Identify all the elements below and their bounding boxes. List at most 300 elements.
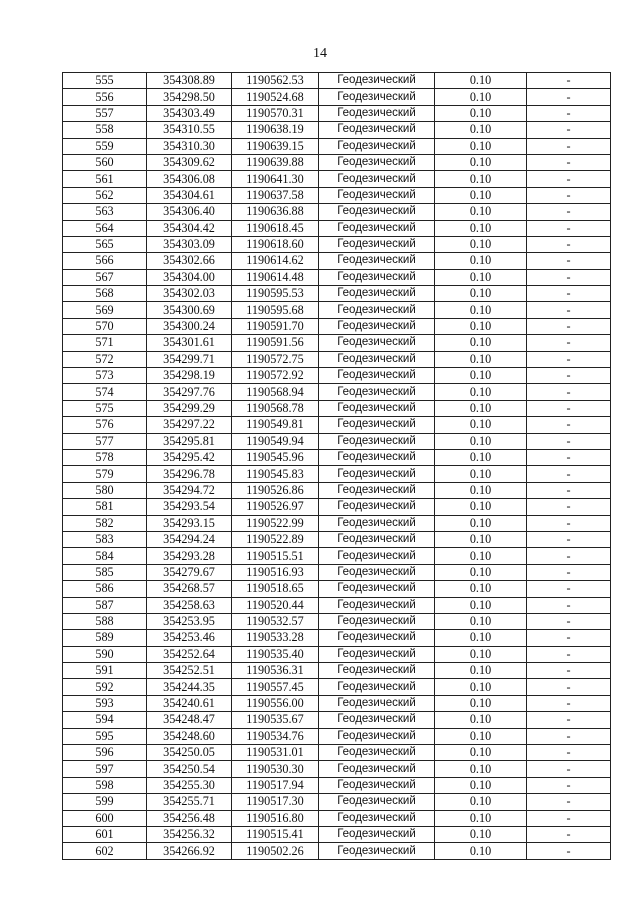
determination-method-cell: Геодезический <box>319 122 435 138</box>
table-row <box>63 745 611 761</box>
point-number-cell: 559 <box>63 138 147 154</box>
note-cell: - <box>527 613 611 629</box>
accuracy-cell: 0.10 <box>435 548 527 564</box>
determination-method-cell: Геодезический <box>319 368 435 384</box>
table-row <box>63 154 611 170</box>
coordinate-x-cell: 354303.09 <box>147 236 232 252</box>
coordinate-x-cell: 354297.22 <box>147 417 232 433</box>
determination-method-cell: Геодезический <box>319 171 435 187</box>
point-number-cell: 585 <box>63 564 147 580</box>
point-number-cell: 571 <box>63 335 147 351</box>
coordinate-x-cell: 354298.50 <box>147 89 232 105</box>
note-cell: - <box>527 335 611 351</box>
accuracy-cell: 0.10 <box>435 154 527 170</box>
coordinate-y-cell: 1190637.58 <box>232 187 319 203</box>
coordinate-x-cell: 354252.51 <box>147 663 232 679</box>
table-row <box>63 663 611 679</box>
coordinate-y-cell: 1190639.15 <box>232 138 319 154</box>
coordinate-y-cell: 1190526.86 <box>232 482 319 498</box>
determination-method-cell: Геодезический <box>319 449 435 465</box>
note-cell: - <box>527 794 611 810</box>
coordinate-x-cell: 354252.64 <box>147 646 232 662</box>
table-row <box>63 499 611 515</box>
table-row <box>63 384 611 400</box>
coordinate-y-cell: 1190572.75 <box>232 351 319 367</box>
determination-method-cell: Геодезический <box>319 843 435 859</box>
table-row <box>63 269 611 285</box>
note-cell: - <box>527 236 611 252</box>
coordinate-y-cell: 1190520.44 <box>232 597 319 613</box>
note-cell: - <box>527 204 611 220</box>
note-cell: - <box>527 368 611 384</box>
note-cell: - <box>527 761 611 777</box>
coordinate-x-cell: 354256.32 <box>147 826 232 842</box>
accuracy-cell: 0.10 <box>435 122 527 138</box>
point-number-cell: 572 <box>63 351 147 367</box>
coordinate-x-cell: 354310.30 <box>147 138 232 154</box>
table-row <box>63 482 611 498</box>
coordinate-y-cell: 1190636.88 <box>232 204 319 220</box>
table-row <box>63 679 611 695</box>
determination-method-cell: Геодезический <box>319 269 435 285</box>
determination-method-cell: Геодезический <box>319 384 435 400</box>
point-number-cell: 593 <box>63 695 147 711</box>
coordinate-y-cell: 1190570.31 <box>232 105 319 121</box>
table-row <box>63 187 611 203</box>
note-cell: - <box>527 679 611 695</box>
coordinate-y-cell: 1190502.26 <box>232 843 319 859</box>
accuracy-cell: 0.10 <box>435 679 527 695</box>
determination-method-cell: Геодезический <box>319 318 435 334</box>
determination-method-cell: Геодезический <box>319 236 435 252</box>
point-number-cell: 570 <box>63 318 147 334</box>
point-number-cell: 562 <box>63 187 147 203</box>
point-number-cell: 556 <box>63 89 147 105</box>
determination-method-cell: Геодезический <box>319 581 435 597</box>
coordinate-y-cell: 1190518.65 <box>232 581 319 597</box>
determination-method-cell: Геодезический <box>319 646 435 662</box>
table-row <box>63 826 611 842</box>
table-row <box>63 138 611 154</box>
determination-method-cell: Геодезический <box>319 105 435 121</box>
accuracy-cell: 0.10 <box>435 761 527 777</box>
coordinate-x-cell: 354250.54 <box>147 761 232 777</box>
coordinate-y-cell: 1190641.30 <box>232 171 319 187</box>
coordinate-y-cell: 1190517.94 <box>232 777 319 793</box>
table-row <box>63 810 611 826</box>
determination-method-cell: Геодезический <box>319 728 435 744</box>
determination-method-cell: Геодезический <box>319 548 435 564</box>
determination-method-cell: Геодезический <box>319 253 435 269</box>
table-row <box>63 777 611 793</box>
coordinate-y-cell: 1190557.45 <box>232 679 319 695</box>
table-row <box>63 400 611 416</box>
coordinate-y-cell: 1190545.83 <box>232 466 319 482</box>
table-row <box>63 712 611 728</box>
coordinate-y-cell: 1190614.62 <box>232 253 319 269</box>
coordinate-x-cell: 354248.47 <box>147 712 232 728</box>
note-cell: - <box>527 417 611 433</box>
determination-method-cell: Геодезический <box>319 400 435 416</box>
point-number-cell: 568 <box>63 286 147 302</box>
note-cell: - <box>527 712 611 728</box>
point-number-cell: 574 <box>63 384 147 400</box>
coordinate-y-cell: 1190639.88 <box>232 154 319 170</box>
coordinate-x-cell: 354293.54 <box>147 499 232 515</box>
note-cell: - <box>527 351 611 367</box>
note-cell: - <box>527 400 611 416</box>
accuracy-cell: 0.10 <box>435 433 527 449</box>
accuracy-cell: 0.10 <box>435 843 527 859</box>
note-cell: - <box>527 499 611 515</box>
accuracy-cell: 0.10 <box>435 564 527 580</box>
coordinate-y-cell: 1190568.94 <box>232 384 319 400</box>
table-row <box>63 646 611 662</box>
note-cell: - <box>527 548 611 564</box>
note-cell: - <box>527 564 611 580</box>
table-row <box>63 122 611 138</box>
coordinate-y-cell: 1190530.30 <box>232 761 319 777</box>
coordinate-x-cell: 354248.60 <box>147 728 232 744</box>
accuracy-cell: 0.10 <box>435 187 527 203</box>
coordinate-x-cell: 354266.92 <box>147 843 232 859</box>
note-cell: - <box>527 826 611 842</box>
note-cell: - <box>527 433 611 449</box>
table-row <box>63 597 611 613</box>
note-cell: - <box>527 154 611 170</box>
point-number-cell: 586 <box>63 581 147 597</box>
coordinates-table <box>62 72 611 860</box>
table-row <box>63 433 611 449</box>
determination-method-cell: Геодезический <box>319 613 435 629</box>
point-number-cell: 573 <box>63 368 147 384</box>
point-number-cell: 588 <box>63 613 147 629</box>
point-number-cell: 577 <box>63 433 147 449</box>
table-row <box>63 761 611 777</box>
note-cell: - <box>527 253 611 269</box>
determination-method-cell: Геодезический <box>319 597 435 613</box>
table-row <box>63 286 611 302</box>
note-cell: - <box>527 384 611 400</box>
accuracy-cell: 0.10 <box>435 794 527 810</box>
coordinate-y-cell: 1190524.68 <box>232 89 319 105</box>
accuracy-cell: 0.10 <box>435 220 527 236</box>
table-row <box>63 449 611 465</box>
point-number-cell: 560 <box>63 154 147 170</box>
accuracy-cell: 0.10 <box>435 482 527 498</box>
accuracy-cell: 0.10 <box>435 449 527 465</box>
determination-method-cell: Геодезический <box>319 679 435 695</box>
accuracy-cell: 0.10 <box>435 269 527 285</box>
point-number-cell: 557 <box>63 105 147 121</box>
accuracy-cell: 0.10 <box>435 171 527 187</box>
coordinate-x-cell: 354279.67 <box>147 564 232 580</box>
coordinate-y-cell: 1190532.57 <box>232 613 319 629</box>
coordinate-x-cell: 354268.57 <box>147 581 232 597</box>
determination-method-cell: Геодезический <box>319 630 435 646</box>
coordinate-y-cell: 1190515.41 <box>232 826 319 842</box>
coordinate-y-cell: 1190572.92 <box>232 368 319 384</box>
note-cell: - <box>527 646 611 662</box>
accuracy-cell: 0.10 <box>435 515 527 531</box>
point-number-cell: 558 <box>63 122 147 138</box>
accuracy-cell: 0.10 <box>435 728 527 744</box>
table-row <box>63 515 611 531</box>
accuracy-cell: 0.10 <box>435 777 527 793</box>
note-cell: - <box>527 482 611 498</box>
coordinate-y-cell: 1190531.01 <box>232 745 319 761</box>
point-number-cell: 592 <box>63 679 147 695</box>
table-row <box>63 581 611 597</box>
determination-method-cell: Геодезический <box>319 302 435 318</box>
point-number-cell: 602 <box>63 843 147 859</box>
point-number-cell: 576 <box>63 417 147 433</box>
point-number-cell: 579 <box>63 466 147 482</box>
determination-method-cell: Геодезический <box>319 138 435 154</box>
note-cell: - <box>527 777 611 793</box>
note-cell: - <box>527 286 611 302</box>
accuracy-cell: 0.10 <box>435 597 527 613</box>
point-number-cell: 597 <box>63 761 147 777</box>
coordinate-y-cell: 1190595.53 <box>232 286 319 302</box>
coordinate-x-cell: 354308.89 <box>147 73 232 89</box>
determination-method-cell: Геодезический <box>319 531 435 547</box>
determination-method-cell: Геодезический <box>319 73 435 89</box>
accuracy-cell: 0.10 <box>435 236 527 252</box>
coordinate-y-cell: 1190591.56 <box>232 335 319 351</box>
coordinate-y-cell: 1190618.60 <box>232 236 319 252</box>
determination-method-cell: Геодезический <box>319 154 435 170</box>
coordinate-x-cell: 354301.61 <box>147 335 232 351</box>
note-cell: - <box>527 843 611 859</box>
table-row <box>63 368 611 384</box>
coordinate-x-cell: 354309.62 <box>147 154 232 170</box>
coordinate-y-cell: 1190556.00 <box>232 695 319 711</box>
coordinate-x-cell: 354297.76 <box>147 384 232 400</box>
coordinate-y-cell: 1190515.51 <box>232 548 319 564</box>
note-cell: - <box>527 89 611 105</box>
coordinate-x-cell: 354299.71 <box>147 351 232 367</box>
determination-method-cell: Геодезический <box>319 204 435 220</box>
table-row <box>63 613 611 629</box>
note-cell: - <box>527 122 611 138</box>
accuracy-cell: 0.10 <box>435 810 527 826</box>
note-cell: - <box>527 187 611 203</box>
coordinate-x-cell: 354294.24 <box>147 531 232 547</box>
coordinate-x-cell: 354293.15 <box>147 515 232 531</box>
coordinate-x-cell: 354295.42 <box>147 449 232 465</box>
determination-method-cell: Геодезический <box>319 417 435 433</box>
coordinate-x-cell: 354255.71 <box>147 794 232 810</box>
accuracy-cell: 0.10 <box>435 105 527 121</box>
coordinate-x-cell: 354304.42 <box>147 220 232 236</box>
accuracy-cell: 0.10 <box>435 531 527 547</box>
coordinate-x-cell: 354304.00 <box>147 269 232 285</box>
table-row <box>63 417 611 433</box>
point-number-cell: 565 <box>63 236 147 252</box>
coordinate-x-cell: 354299.29 <box>147 400 232 416</box>
point-number-cell: 590 <box>63 646 147 662</box>
accuracy-cell: 0.10 <box>435 302 527 318</box>
note-cell: - <box>527 597 611 613</box>
note-cell: - <box>527 745 611 761</box>
determination-method-cell: Геодезический <box>319 482 435 498</box>
coordinate-y-cell: 1190516.80 <box>232 810 319 826</box>
coordinate-x-cell: 354302.66 <box>147 253 232 269</box>
note-cell: - <box>527 515 611 531</box>
coordinate-x-cell: 354250.05 <box>147 745 232 761</box>
coordinate-y-cell: 1190614.48 <box>232 269 319 285</box>
point-number-cell: 596 <box>63 745 147 761</box>
determination-method-cell: Геодезический <box>319 351 435 367</box>
point-number-cell: 598 <box>63 777 147 793</box>
determination-method-cell: Геодезический <box>319 663 435 679</box>
table-row <box>63 548 611 564</box>
accuracy-cell: 0.10 <box>435 499 527 515</box>
note-cell: - <box>527 318 611 334</box>
determination-method-cell: Геодезический <box>319 515 435 531</box>
point-number-cell: 555 <box>63 73 147 89</box>
accuracy-cell: 0.10 <box>435 384 527 400</box>
coordinate-y-cell: 1190516.93 <box>232 564 319 580</box>
determination-method-cell: Геодезический <box>319 695 435 711</box>
note-cell: - <box>527 269 611 285</box>
table-row <box>63 335 611 351</box>
accuracy-cell: 0.10 <box>435 335 527 351</box>
note-cell: - <box>527 581 611 597</box>
coordinate-x-cell: 354294.72 <box>147 482 232 498</box>
coordinate-y-cell: 1190545.96 <box>232 449 319 465</box>
point-number-cell: 567 <box>63 269 147 285</box>
note-cell: - <box>527 630 611 646</box>
accuracy-cell: 0.10 <box>435 253 527 269</box>
point-number-cell: 581 <box>63 499 147 515</box>
point-number-cell: 591 <box>63 663 147 679</box>
accuracy-cell: 0.10 <box>435 89 527 105</box>
point-number-cell: 583 <box>63 531 147 547</box>
coordinate-x-cell: 354310.55 <box>147 122 232 138</box>
point-number-cell: 587 <box>63 597 147 613</box>
point-number-cell: 580 <box>63 482 147 498</box>
point-number-cell: 599 <box>63 794 147 810</box>
coordinate-x-cell: 354293.28 <box>147 548 232 564</box>
accuracy-cell: 0.10 <box>435 73 527 89</box>
coordinate-y-cell: 1190535.40 <box>232 646 319 662</box>
coordinate-x-cell: 354244.35 <box>147 679 232 695</box>
note-cell: - <box>527 138 611 154</box>
accuracy-cell: 0.10 <box>435 613 527 629</box>
accuracy-cell: 0.10 <box>435 204 527 220</box>
note-cell: - <box>527 695 611 711</box>
accuracy-cell: 0.10 <box>435 712 527 728</box>
note-cell: - <box>527 73 611 89</box>
accuracy-cell: 0.10 <box>435 630 527 646</box>
accuracy-cell: 0.10 <box>435 417 527 433</box>
accuracy-cell: 0.10 <box>435 581 527 597</box>
coordinate-y-cell: 1190562.53 <box>232 73 319 89</box>
point-number-cell: 601 <box>63 826 147 842</box>
coordinate-x-cell: 354300.69 <box>147 302 232 318</box>
coordinate-y-cell: 1190568.78 <box>232 400 319 416</box>
table-row <box>63 843 611 859</box>
point-number-cell: 569 <box>63 302 147 318</box>
accuracy-cell: 0.10 <box>435 368 527 384</box>
determination-method-cell: Геодезический <box>319 761 435 777</box>
point-number-cell: 566 <box>63 253 147 269</box>
accuracy-cell: 0.10 <box>435 286 527 302</box>
accuracy-cell: 0.10 <box>435 663 527 679</box>
accuracy-cell: 0.10 <box>435 745 527 761</box>
note-cell: - <box>527 302 611 318</box>
coordinate-x-cell: 354298.19 <box>147 368 232 384</box>
point-number-cell: 584 <box>63 548 147 564</box>
accuracy-cell: 0.10 <box>435 400 527 416</box>
coordinate-x-cell: 354240.61 <box>147 695 232 711</box>
coordinate-x-cell: 354255.30 <box>147 777 232 793</box>
coordinate-y-cell: 1190517.30 <box>232 794 319 810</box>
coordinate-x-cell: 354306.08 <box>147 171 232 187</box>
point-number-cell: 578 <box>63 449 147 465</box>
determination-method-cell: Геодезический <box>319 564 435 580</box>
note-cell: - <box>527 663 611 679</box>
point-number-cell: 594 <box>63 712 147 728</box>
determination-method-cell: Геодезический <box>319 89 435 105</box>
point-number-cell: 589 <box>63 630 147 646</box>
coordinate-y-cell: 1190618.45 <box>232 220 319 236</box>
note-cell: - <box>527 531 611 547</box>
coordinate-y-cell: 1190638.19 <box>232 122 319 138</box>
determination-method-cell: Геодезический <box>319 499 435 515</box>
accuracy-cell: 0.10 <box>435 138 527 154</box>
determination-method-cell: Геодезический <box>319 187 435 203</box>
table-row <box>63 695 611 711</box>
table-row <box>63 466 611 482</box>
determination-method-cell: Геодезический <box>319 220 435 236</box>
coordinate-x-cell: 354253.95 <box>147 613 232 629</box>
note-cell: - <box>527 810 611 826</box>
coordinate-y-cell: 1190535.67 <box>232 712 319 728</box>
table-row <box>63 794 611 810</box>
coordinate-x-cell: 354304.61 <box>147 187 232 203</box>
coordinate-y-cell: 1190549.94 <box>232 433 319 449</box>
determination-method-cell: Геодезический <box>319 794 435 810</box>
coordinate-y-cell: 1190591.70 <box>232 318 319 334</box>
table-row <box>63 89 611 105</box>
table-row <box>63 220 611 236</box>
note-cell: - <box>527 105 611 121</box>
table-row <box>63 236 611 252</box>
point-number-cell: 600 <box>63 810 147 826</box>
determination-method-cell: Геодезический <box>319 777 435 793</box>
note-cell: - <box>527 220 611 236</box>
table-row <box>63 564 611 580</box>
determination-method-cell: Геодезический <box>319 433 435 449</box>
table-row <box>63 171 611 187</box>
coordinate-x-cell: 354256.48 <box>147 810 232 826</box>
accuracy-cell: 0.10 <box>435 318 527 334</box>
coordinate-y-cell: 1190522.89 <box>232 531 319 547</box>
note-cell: - <box>527 171 611 187</box>
point-number-cell: 575 <box>63 400 147 416</box>
note-cell: - <box>527 728 611 744</box>
point-number-cell: 563 <box>63 204 147 220</box>
page-number: 14 <box>313 46 327 61</box>
table-row <box>63 351 611 367</box>
accuracy-cell: 0.10 <box>435 826 527 842</box>
determination-method-cell: Геодезический <box>319 286 435 302</box>
determination-method-cell: Геодезический <box>319 810 435 826</box>
coordinates-table-body <box>63 73 611 860</box>
